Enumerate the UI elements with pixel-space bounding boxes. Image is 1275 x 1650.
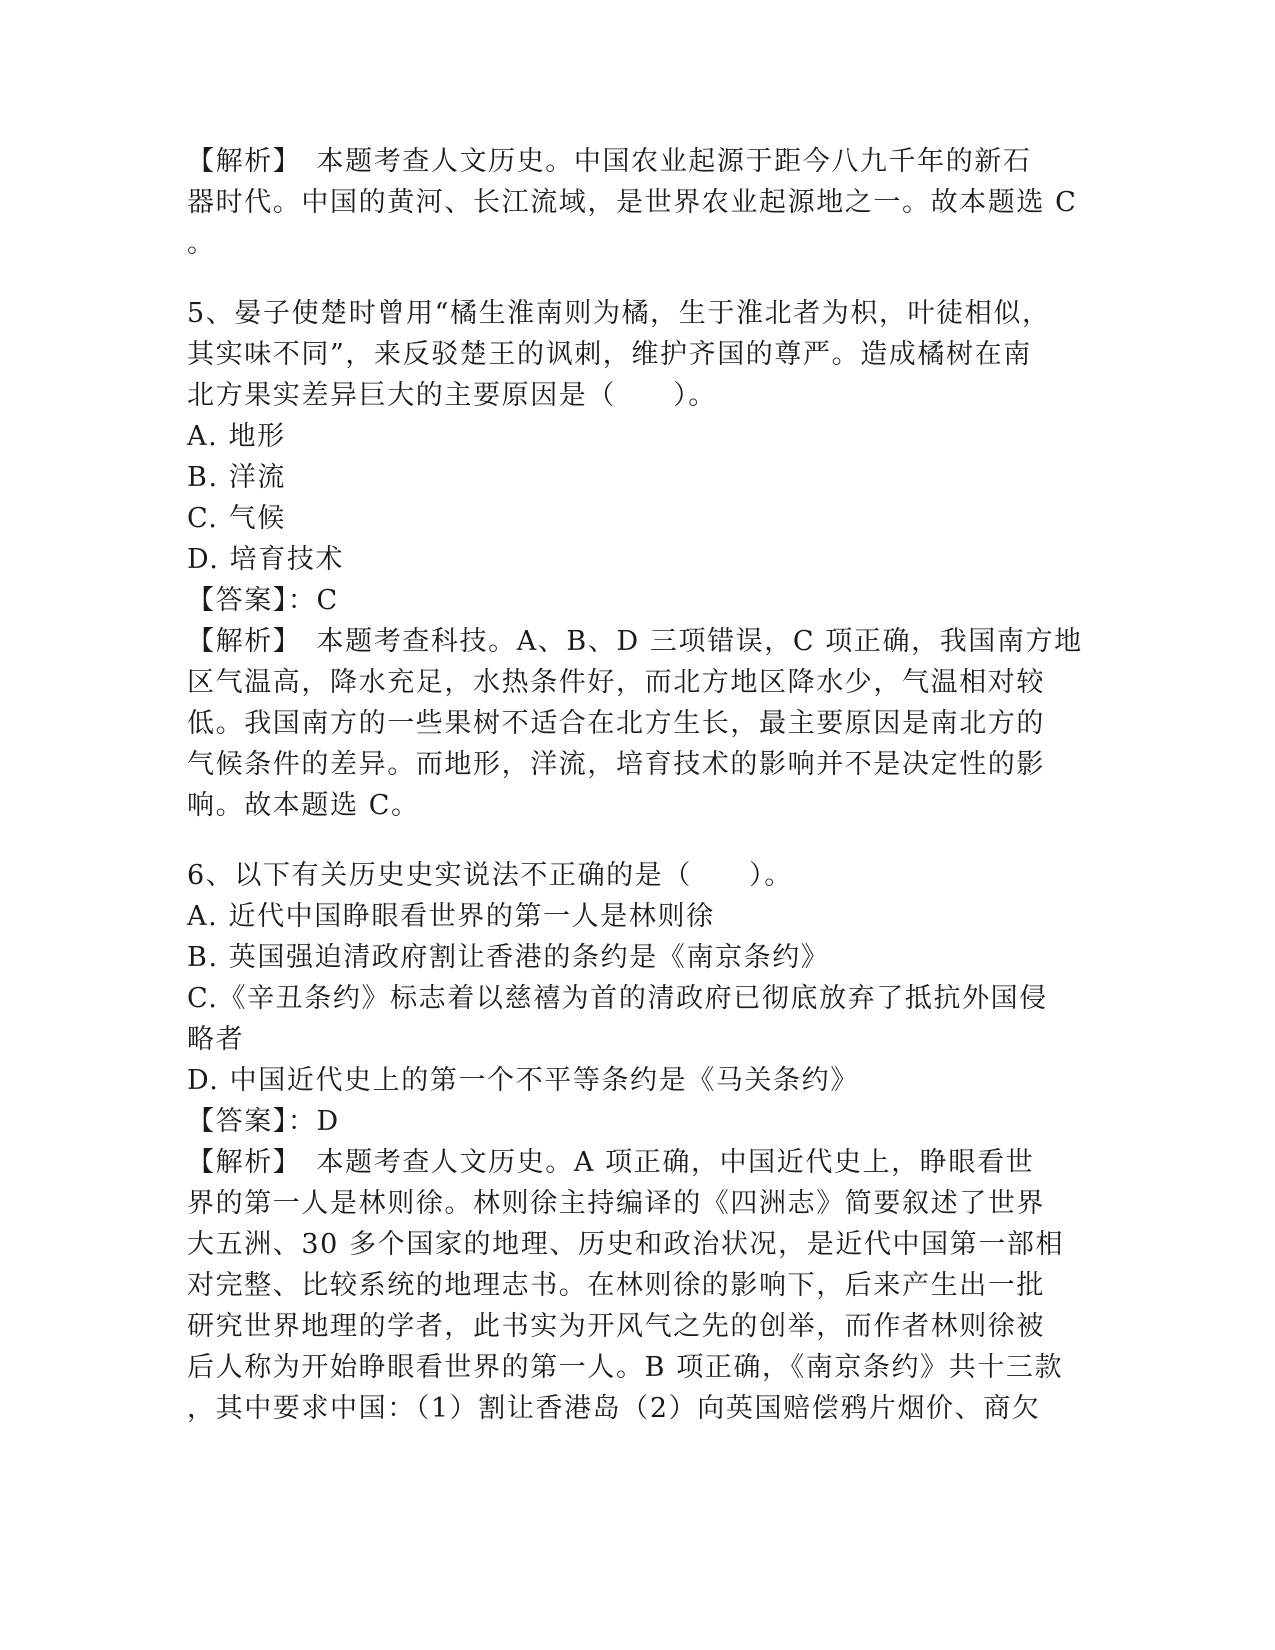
answer-q6: 【答案】：D (187, 1106, 340, 1137)
option-c-line-1: C.《辛丑条约》标志着以慈禧为首的清政府已彻底放弃了抵抗外国侵 (187, 983, 1048, 1014)
question-5-line-2: 其实味不同”，来反驳楚王的讽刺，维护齐国的尊严。造成橘树在南 (187, 339, 1032, 370)
option-c-line-2: 略者 (187, 1024, 245, 1055)
analysis-q5-line-5: 响。故本题选 C。 (187, 790, 420, 821)
option-c: C. 气候 (187, 503, 286, 534)
analysis-q6-line-2: 界的第一人是林则徐。林则徐主持编译的《四洲志》简要叙述了世界 (187, 1188, 1045, 1219)
analysis-q5-line-3: 低。我国南方的一些果树不适合在北方生长，最主要原因是南北方的 (187, 708, 1045, 739)
analysis-q6-line-5: 研究世界地理的学者，此书实为开风气之先的创举，而作者林则徐被 (187, 1311, 1045, 1342)
answer-q5: 【答案】：C (187, 585, 339, 616)
option-b: B. 洋流 (187, 462, 287, 493)
analysis-q6-line-4: 对完整、比较系统的地理志书。在林则徐的影响下，后来产生出一批 (187, 1270, 1045, 1301)
analysis-q5-line-4: 气候条件的差异。而地形，洋流，培育技术的影响并不是决定性的影 (187, 749, 1045, 780)
question-6-line-1: 6、以下有关历史史实说法不正确的是（ ）。 (187, 860, 793, 891)
option-a: A. 近代中国睁眼看世界的第一人是林则徐 (187, 901, 715, 932)
analysis-q6-line-1: 【解析】 本题考查人文历史。A 项正确，中国近代史上，睁眼看世 (187, 1147, 1035, 1178)
analysis-q4-line-3: 。 (187, 228, 216, 259)
analysis-q6-line-6: 后人称为开始睁眼看世界的第一人。B 项正确，《南京条约》共十三款 (187, 1352, 1064, 1383)
question-5-line-1: 5、晏子使楚时曾用“橘生淮南则为橘，生于淮北者为枳，叶徒相似， (187, 298, 1051, 329)
question-5-line-3: 北方果实差异巨大的主要原因是（ ）。 (187, 380, 717, 411)
analysis-q6-line-7: ，其中要求中国：（1）割让香港岛（2）向英国赔偿鸦片烟价、商欠 (187, 1393, 1041, 1424)
option-d: D. 培育技术 (187, 544, 345, 575)
analysis-q5-line-2: 区气温高，降水充足，水热条件好，而北方地区降水少，气温相对较 (187, 667, 1045, 698)
analysis-q4-line-1: 【解析】 本题考查人文历史。中国农业起源于距今八九千年的新石 (187, 146, 1032, 177)
option-b: B. 英国强迫清政府割让香港的条约是《南京条约》 (187, 942, 830, 973)
analysis-q6-line-3: 大五洲、30 多个国家的地理、历史和政治状况，是近代中国第一部相 (187, 1229, 1065, 1260)
analysis-q5-line-1: 【解析】 本题考查科技。A、B、D 三项错误，C 项正确，我国南方地 (187, 626, 1083, 657)
option-a: A. 地形 (187, 421, 286, 452)
analysis-q4-line-2: 器时代。中国的黄河、长江流域，是世界农业起源地之一。故本题选 C (187, 187, 1078, 218)
option-d: D. 中国近代史上的第一个不平等条约是《马关条约》 (187, 1065, 859, 1096)
